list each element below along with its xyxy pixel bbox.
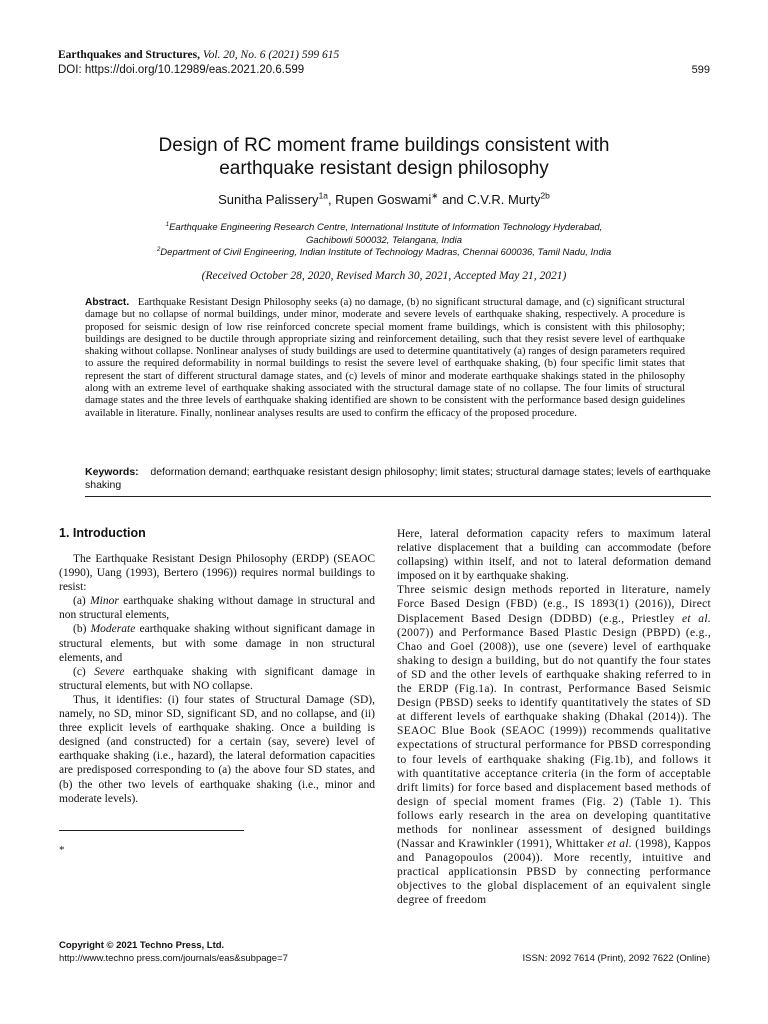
keywords-divider (85, 496, 711, 497)
affiliation-1-line-1: Earthquake Engineering Research Centre, International Institute of Information Technology Hyderabad, (169, 222, 603, 233)
doi: DOI: https://doi.org/10.12989/eas.2021.20.6.599 (58, 64, 305, 76)
list-item-a-emphasis: Minor (90, 595, 119, 608)
intro-paragraph-1: The Earthquake Resistant Design Philosophy (ERDP) (SEAOC (1990), Uang (1993), Bertero (1996)) requires normal buildings to resist: (59, 553, 375, 594)
intro-paragraph-2: Thus, it identifies: (i) four states of Structural Damage (SD), namely, no SD, minor SD, significant SD, and no collapse, and (ii) three explicit levels of earthquake shaking. Once a building is designed (and constructed) for a certain (say, severe) level of earthquake shaking (i.e., hazard), the lateral deformation capacities are predisposed corresponding to (a) the above four SD states, and (b) the other two levels of earthquake shaking (i.e., minor and moderate levels). (59, 693, 375, 805)
author-2-sup: ∗ (431, 190, 439, 201)
author-1: Sunitha Palissery (218, 192, 319, 207)
list-item-c-emphasis: Severe (94, 665, 125, 678)
list-item-b (59, 622, 375, 664)
affiliation-2-sup: 2 (156, 245, 161, 253)
list-item-a (59, 594, 375, 622)
list-item-c (59, 665, 375, 693)
author-list (0, 192, 768, 207)
author-2: , Rupen Goswami (327, 192, 432, 207)
keywords-label: Keywords: (85, 466, 139, 478)
list-item-b-emphasis: Moderate (90, 623, 136, 636)
received-dates: (Received October 28, 2020, Revised March 30, 2021, Accepted May 21, 2021) (201, 270, 567, 282)
right-paragraph-2-part-a: Three seismic design methods reported in literature, namely Force Based Design (FBD) (e.g., IS 1893(1) (2016)), Direct Displacement Based Design (DDBD) (e.g., Priestley (397, 584, 711, 625)
list-item-a-marker: (a) (73, 595, 91, 608)
footnote-divider (59, 830, 244, 831)
keywords-text: deformation demand; earthquake resistant design philosophy; limit states; structural damage states; levels of earthquake shaking (85, 466, 711, 491)
right-paragraph-1: Here, lateral deformation capacity refers to maximum lateral relative displacement that a building can accommodate (before collapsing) within itself, and not to lateral deformation demand imposed on it by earthquake shaking. (397, 528, 711, 583)
list-item-c-text: earthquake shaking with significant damage in structural elements, but with NO collapse. (59, 665, 375, 692)
affiliation-1 (60, 222, 708, 235)
page-number: 599 (691, 64, 710, 76)
affiliation-2 (60, 247, 708, 260)
title-line-2: earthquake resistant design philosophy (219, 158, 549, 179)
abstract-label: Abstract. (85, 297, 130, 308)
author-1-sup: 1a (318, 190, 328, 201)
right-paragraph-2-part-c: (1998), Kappos and Panagopoulos (2004)). More recently, intuitive and practical applicationsin PBSD by connecting performance objectives to the global displacement of an equivalent single degree of freedom (397, 838, 712, 907)
list-item-b-marker: (b) (73, 623, 91, 636)
issn: ISSN: 2092 7614 (Print), 2092 7622 (Online) (522, 953, 710, 964)
affiliation-1-line-2: Gachibowli 500032, Telangana, India (306, 234, 462, 246)
abstract (85, 297, 685, 420)
et-al-2: et al. (607, 838, 633, 851)
list-item-c-marker: (c) (73, 665, 95, 678)
journal-url[interactable]: http://www.techno press.com/journals/eas&subpage=7 (59, 953, 288, 964)
right-paragraph-2 (397, 583, 711, 907)
right-paragraph-2-part-b: (2007)) and Performance Based Plastic Design (PBPD) (e.g., Chao and Goel (2008)), use one (severe) level of earthquake shaking to design a building, but do not quantify the four states of SD and the other levels of earthquake shaking referred to in the ERDP (Fig.1a). In contrast, Performance Based Seismic Design (PBSD) seeks to identify quantitatively the states of SD at different levels of earthquake shaking (Dhakal (2014)). The SEAOC Blue Book (SEAOC (1999)) recommends qualitative expectations of structural performance for PBSD corresponding to four levels of earthquake shaking (Fig.1b), and follows it with quantitative acceptance criteria (in the form of acceptable drift limits) for force based and displacement based methods of design of special moment frames (Fig. 2) (Table 1). This follows early research in the area on developing quantitative methods for nonlinear assessment of designed buildings (Nassar and Krawinkler (1991), Whittaker (397, 626, 711, 851)
affiliations (60, 222, 708, 260)
right-column (397, 527, 711, 908)
copyright: Copyright © 2021 Techno Press, Ltd. (59, 940, 225, 951)
journal-citation (58, 49, 339, 61)
paper-title (0, 134, 768, 180)
journal-volume: Vol. 20, No. 6 (2021) 599 615 (202, 49, 340, 61)
affiliation-1-sup: 1 (165, 220, 170, 228)
affiliation-2-text: Department of Civil Engineering, Indian Institute of Technology Madras, Chennai 600036, Tamil Nadu, India (160, 247, 612, 258)
author-3: and C.V.R. Murty (438, 192, 541, 207)
left-column (59, 552, 375, 806)
keywords (85, 466, 713, 491)
list-item-a-text: earthquake shaking without damage in structural and non structural elements, (59, 595, 375, 622)
list-item-b-text: earthquake shaking without significant damage in structural elements, but with some damage in non structural elements, and (59, 623, 375, 664)
title-line-1: Design of RC moment frame buildings consistent with (158, 135, 610, 156)
journal-name: Earthquakes and Structures, (58, 49, 200, 61)
abstract-text: Earthquake Resistant Design Philosophy seeks (a) no damage, (b) no significant structural damage, and (c) significant structural damage but no collapse of normal buildings, under minor, moderate and severe levels of earthquake shaking, respectively. A procedure is proposed for seismic design of low rise reinforced concrete special moment frame buildings, which is consistent with this philosophy; buildings are designed to be ductile through appropriate sizing and reinforcement detailing, such that they resist severe level of earthquake shaking without collapse. Nonlinear analyses of study buildings are used to determine quantitatively (a) ranges of design parameters required to assure the required deformability in normal buildings to resist the severe level of earthquake shaking, (b) four specific limit states that represent the start of different structural damage states, and (c) levels of minor and moderate earthquake shakings stated in the philosophy along with an extreme level of earthquake shaking associated with the structural damage state of no collapse. The four limits of structural damage states and the three levels of earthquake shaking identified are shown to be consistent with the performance based design guidelines available in literature. Finally, nonlinear analyses results are used to confirm the efficacy of the proposed procedure. (85, 297, 685, 419)
footnote-marker: * (59, 844, 65, 856)
section-heading: 1. Introduction (59, 526, 146, 540)
et-al-1: et al. (682, 612, 712, 625)
author-3-sup: 2b (540, 190, 550, 201)
